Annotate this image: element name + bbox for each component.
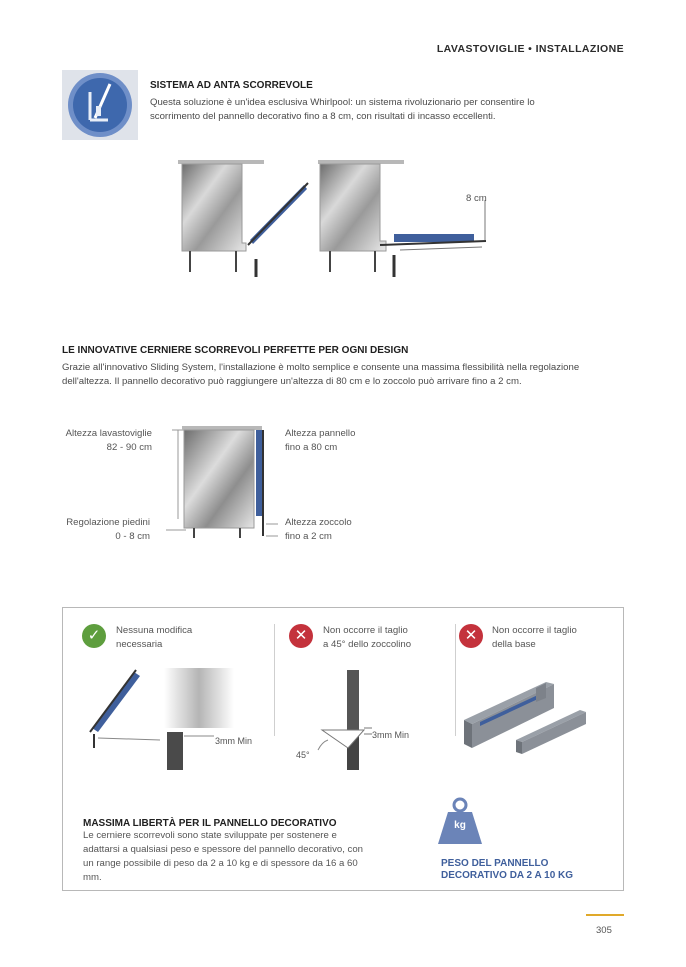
column-divider: [274, 624, 275, 736]
section2-text-line2: dell'altezza. Il pannello decorativo può raggiungere un'altezza di 80 cm e lo zoccolo può arrivare fino a 2 cm.: [62, 376, 522, 387]
panel-height-title: Altezza pannello: [285, 428, 356, 439]
hinge-height-illustration: [166, 424, 281, 544]
feature2-angle: 45°: [296, 750, 310, 760]
section1-text-line2: scorrimento del pannello decorativo fino a 8 cm, con risultati di incasso eccellenti.: [150, 111, 496, 122]
cross-icon: ✕: [289, 624, 313, 648]
section2-title: LE INNOVATIVE CERNIERE SCORREVOLI PERFETTE PER OGNI DESIGN: [62, 345, 409, 356]
panel-height-value: fino a 80 cm: [285, 442, 338, 453]
feet-adjust-title: Regolazione piedini: [66, 517, 150, 528]
dishwasher-height-value: 82 - 90 cm: [106, 442, 152, 453]
feature1-line2: necessaria: [116, 639, 163, 650]
feature2-dim: 3mm Min: [372, 730, 410, 740]
feature3-line2: della base: [492, 639, 536, 650]
no-modification-illustration: [84, 668, 234, 773]
section2-text-line1: Grazie all'innovativo Sliding System, l'installazione è molto semplice e consente una massima flessibilità nella regolazione: [62, 362, 580, 373]
feature2-line1: Non occorre il taglio: [323, 625, 408, 636]
dishwasher-height-title: Altezza lavastoviglie: [65, 428, 152, 439]
plinth-height-value: fino a 2 cm: [285, 531, 332, 542]
page-number-rule: [586, 914, 624, 916]
sliding-door-illustration: [170, 155, 500, 280]
cross-icon: ✕: [459, 624, 483, 648]
weight-icon-text: kg: [454, 820, 466, 831]
feature2-line2: a 45° dello zoccolino: [323, 639, 412, 650]
feet-adjust-value: 0 - 8 cm: [115, 531, 150, 542]
plinth-height-title: Altezza zoccolo: [285, 517, 352, 528]
freedom-line1: Le cerniere scorrevoli sono state sviluppate per sostenere e: [83, 830, 337, 841]
freedom-line4: mm.: [83, 872, 102, 883]
page-number: 305: [596, 925, 612, 936]
feature3-line1: Non occorre il taglio: [492, 625, 577, 636]
feature1-line1: Nessuna modifica: [116, 625, 193, 636]
freedom-line3: un range possibile di peso da 2 a 10 kg e di spessore da 16 a 60: [83, 858, 358, 869]
weight-label-line2: DECORATIVO DA 2 A 10 KG: [441, 870, 574, 881]
base-cut-illustration: [460, 668, 600, 758]
check-icon: ✓: [82, 624, 106, 648]
sliding-door-icon: [62, 70, 138, 140]
column-divider: [455, 624, 456, 736]
page-header: LAVASTOVIGLIE • INSTALLAZIONE: [436, 43, 624, 55]
section1-text-line1: Questa soluzione è un'idea esclusiva Whirlpool: un sistema rivoluzionario per consentire lo: [150, 97, 535, 108]
section1-title: SISTEMA AD ANTA SCORREVOLE: [150, 80, 313, 91]
weight-label-line1: PESO DEL PANNELLO: [441, 858, 549, 869]
feature1-dim: 3mm Min: [215, 736, 253, 746]
freedom-line2: adattarsi a qualsiasi peso e spessore del pannello decorativo, con: [83, 844, 363, 855]
slide-distance-label: 8 cm: [466, 193, 487, 204]
freedom-title: MASSIMA LIBERTÀ PER IL PANNELLO DECORATIVO: [83, 818, 337, 829]
plinth-cut-illustration: [300, 668, 410, 773]
